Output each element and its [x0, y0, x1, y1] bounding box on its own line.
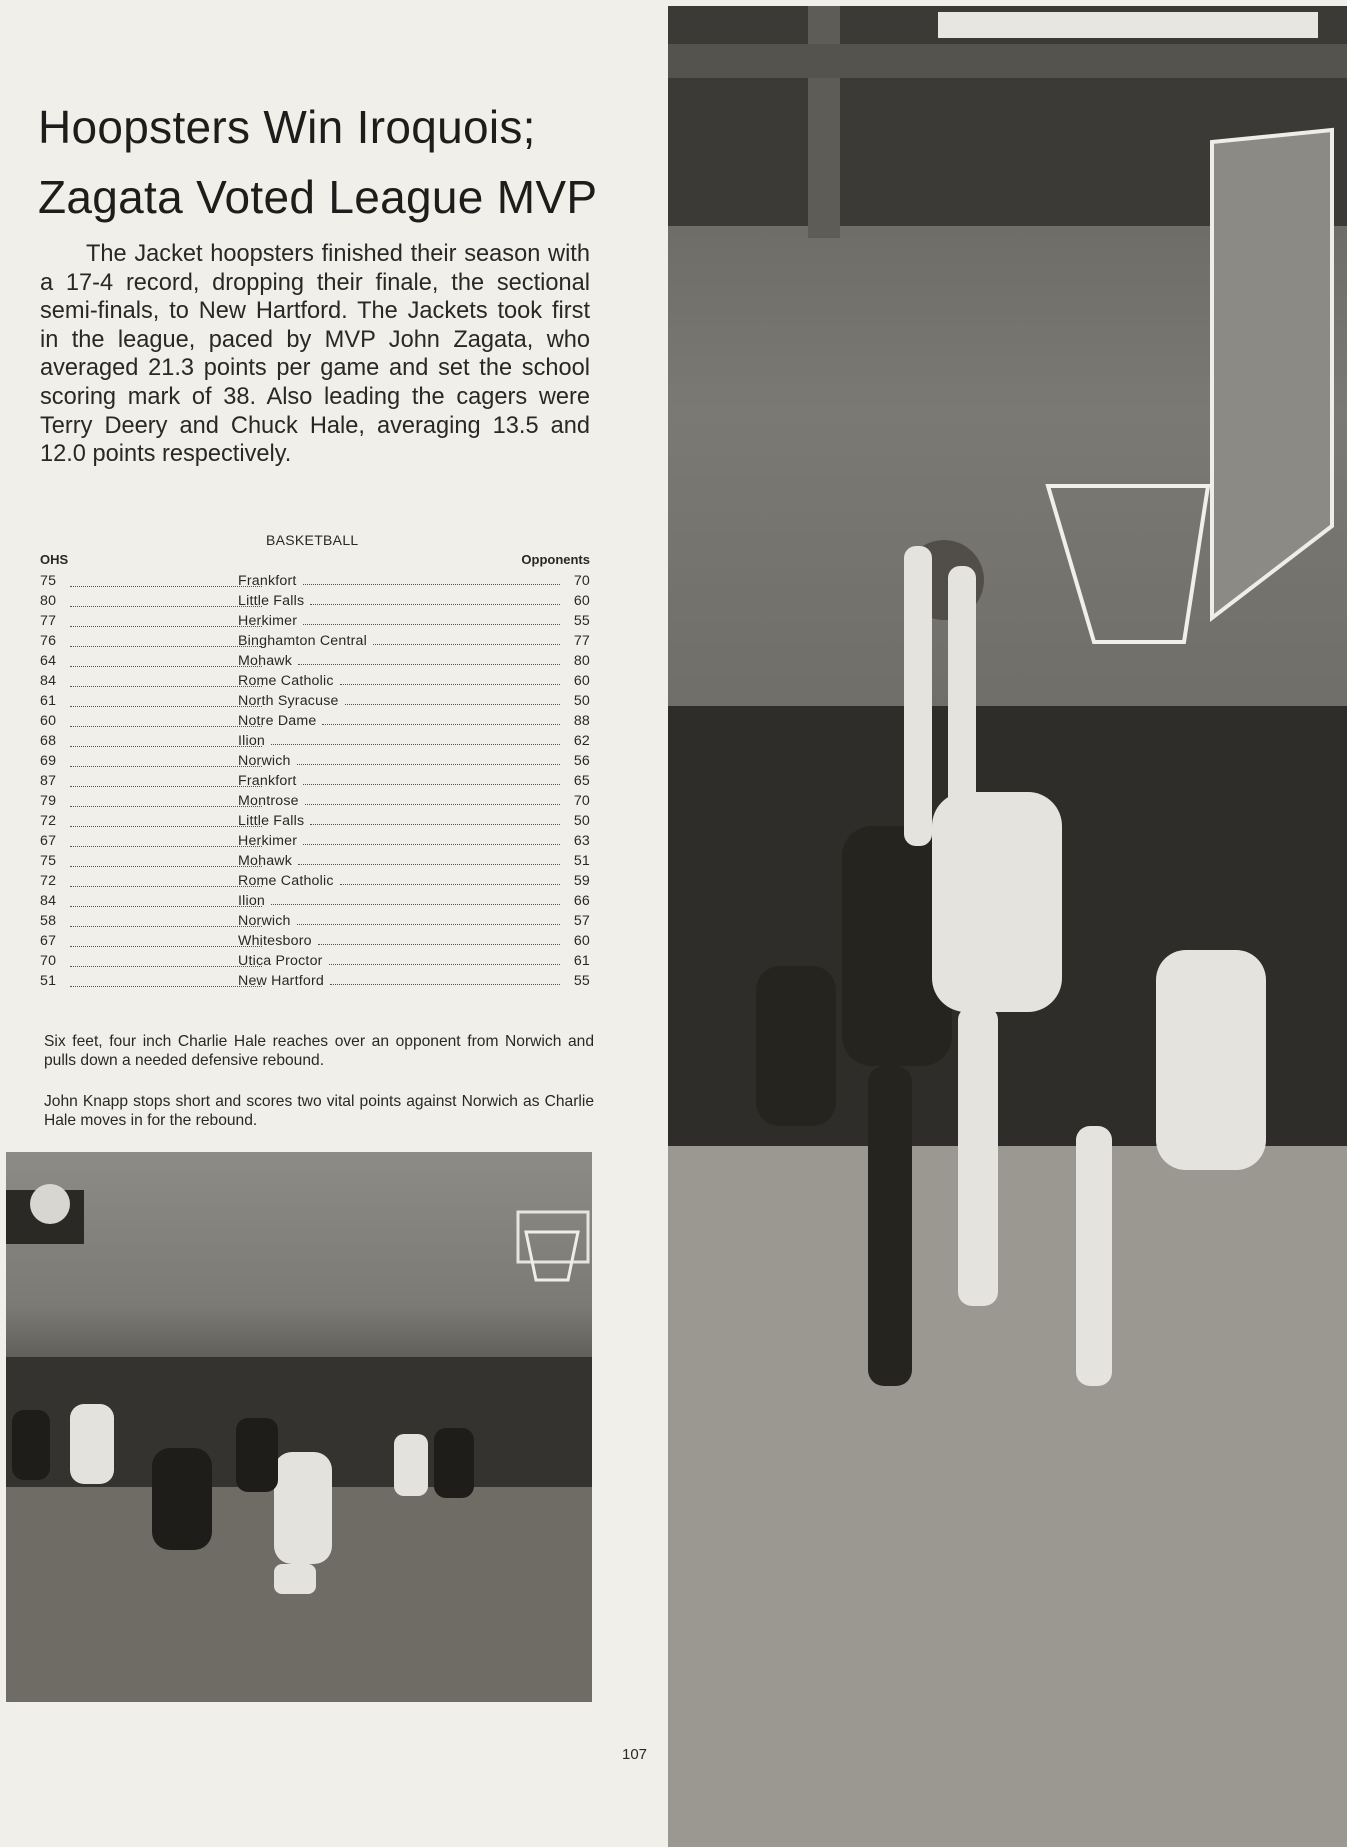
dot-leader — [70, 591, 262, 607]
score-row — [40, 611, 590, 631]
ohs-score: 58 — [40, 913, 57, 929]
court-floor — [668, 1146, 1347, 1847]
opponent-score: 57 — [573, 913, 590, 929]
opponent-cell — [238, 871, 560, 891]
opponent-cell — [238, 891, 560, 911]
ohs-score: 69 — [40, 753, 57, 769]
dot-leader — [298, 851, 560, 865]
dot-leader — [330, 971, 560, 985]
opponent-cell — [238, 571, 560, 591]
dot-leader — [70, 751, 262, 767]
dot-leader — [318, 931, 560, 945]
dot-leader — [345, 691, 560, 705]
caption-knapp: John Knapp stops short and scores two vital points against Norwich as Charlie Hale moves in for the rebound. — [44, 1093, 594, 1129]
opponent-cell — [238, 971, 560, 991]
opponent-score: 60 — [573, 593, 590, 609]
game-photo-small-illustration — [6, 1152, 592, 1702]
opponent-score: 77 — [573, 633, 590, 649]
opponent-name: Ilion — [238, 893, 266, 909]
opponent-name: Mohawk — [238, 853, 293, 869]
ohs-score: 60 — [40, 713, 57, 729]
dot-leader — [373, 631, 560, 645]
dot-leader — [271, 731, 560, 745]
score-row — [40, 731, 590, 751]
dot-leader — [70, 631, 262, 647]
scoreboard-list — [40, 571, 590, 991]
score-row — [40, 691, 590, 711]
dot-leader — [70, 691, 262, 707]
opponent-name: Frankfort — [238, 773, 297, 789]
article-body: The Jacket hoopsters finished their season with a 17-4 record, dropping their finale, the sectional semi-finals, to New Hartford. The Jackets took first in the league, paced by MVP John Zagata, who averaged 21.3 points per game and set the school scoring mark of 38. Also leading the cagers were Terry Deery and Chuck Hale, averaging 13.5 and 12.0 points respectively. — [40, 241, 590, 468]
opponent-score: 55 — [573, 613, 590, 629]
opponent-cell — [238, 691, 560, 711]
dot-leader — [70, 651, 262, 667]
headline — [38, 92, 658, 232]
dot-leader — [303, 571, 560, 585]
light-glare — [30, 1184, 70, 1224]
opponent-cell — [238, 731, 560, 751]
ohs-score: 77 — [40, 613, 57, 629]
opponent-cell — [238, 751, 560, 771]
score-row — [40, 931, 590, 951]
ceiling-girder — [668, 44, 1347, 78]
score-row — [40, 791, 590, 811]
score-row — [40, 851, 590, 871]
ceiling-beam — [808, 6, 840, 238]
score-row — [40, 811, 590, 831]
score-row — [40, 771, 590, 791]
opponent-score: 65 — [573, 773, 590, 789]
opponent-name: Mohawk — [238, 653, 293, 669]
ohs-score: 67 — [40, 833, 57, 849]
score-row — [40, 871, 590, 891]
dot-leader — [70, 791, 262, 807]
score-row — [40, 711, 590, 731]
ohs-score: 75 — [40, 853, 57, 869]
ohs-score: 84 — [40, 673, 57, 689]
opponent-score: 51 — [573, 853, 590, 869]
ohs-score: 79 — [40, 793, 57, 809]
opponent-name: Montrose — [238, 793, 299, 809]
opponent-cell — [238, 911, 560, 931]
score-row — [40, 911, 590, 931]
hoop-net — [1048, 486, 1208, 642]
opponent-score: 50 — [573, 693, 590, 709]
opponent-cell — [238, 951, 560, 971]
home-column-label: OHS — [40, 552, 69, 567]
opponent-score: 66 — [573, 893, 590, 909]
opponent-name: Norwich — [238, 753, 291, 769]
score-row — [40, 571, 590, 591]
dot-leader — [70, 571, 262, 587]
hoop-net-small — [526, 1232, 578, 1280]
ohs-score: 76 — [40, 633, 57, 649]
opponent-name: Herkimer — [238, 613, 298, 629]
dot-leader — [271, 891, 560, 905]
dot-leader — [70, 711, 262, 727]
backboard — [1212, 130, 1332, 618]
dot-leader — [70, 611, 262, 627]
opponent-score: 61 — [573, 953, 590, 969]
opponent-cell — [238, 831, 560, 851]
opponent-cell — [238, 591, 560, 611]
game-photo-large-illustration — [668, 6, 1347, 1847]
dot-leader — [70, 771, 262, 787]
ohs-score: 72 — [40, 873, 57, 889]
game-photo-large — [668, 6, 1347, 1847]
score-row — [40, 951, 590, 971]
ohs-score: 84 — [40, 893, 57, 909]
opponent-score: 59 — [573, 873, 590, 889]
text-column — [0, 0, 668, 1847]
dot-leader — [340, 871, 560, 885]
opponent-score: 80 — [573, 653, 590, 669]
dot-leader — [298, 651, 560, 665]
opponent-score: 60 — [573, 673, 590, 689]
ohs-score: 87 — [40, 773, 57, 789]
dot-leader — [310, 591, 560, 605]
dot-leader — [310, 811, 560, 825]
opponent-name: Ilion — [238, 733, 266, 749]
dot-leader — [70, 891, 262, 907]
caption-rebound: Six feet, four inch Charlie Hale reaches over an opponent from Norwich and pulls down a needed defensive rebound. — [44, 1033, 594, 1069]
opponent-name: Utica Proctor — [238, 953, 323, 969]
score-row — [40, 631, 590, 651]
opponent-score: 50 — [573, 813, 590, 829]
dot-leader — [303, 771, 560, 785]
ohs-score: 80 — [40, 593, 57, 609]
dot-leader — [70, 971, 262, 987]
score-row — [40, 831, 590, 851]
opponent-name: Binghamton Central — [238, 633, 367, 649]
dot-leader — [70, 671, 262, 687]
opponent-score: 55 — [573, 973, 590, 989]
dot-leader — [70, 731, 262, 747]
opponent-name: Little Falls — [238, 593, 305, 609]
dot-leader — [297, 911, 560, 925]
opponent-cell — [238, 931, 560, 951]
dot-leader — [303, 831, 560, 845]
headline-line-1: Hoopsters Win Iroquois; — [38, 101, 536, 153]
dot-leader — [70, 851, 262, 867]
dot-leader — [70, 811, 262, 827]
scoreboard-header — [40, 552, 590, 570]
score-row — [40, 891, 590, 911]
opponent-name: New Hartford — [238, 973, 324, 989]
dot-leader — [340, 671, 560, 685]
opponent-cell — [238, 651, 560, 671]
ohs-score: 75 — [40, 573, 57, 589]
opponent-score: 60 — [573, 933, 590, 949]
scoreboard-title: BASKETBALL — [266, 532, 359, 548]
opponent-cell — [238, 811, 560, 831]
dot-leader — [70, 931, 262, 947]
score-row — [40, 971, 590, 991]
opponent-cell — [238, 791, 560, 811]
game-photo-small — [6, 1152, 592, 1702]
opponent-cell — [238, 771, 560, 791]
opponent-name: Herkimer — [238, 833, 298, 849]
away-column-label: Opponents — [521, 552, 590, 567]
score-row — [40, 751, 590, 771]
dot-leader — [305, 791, 560, 805]
opponent-score: 56 — [573, 753, 590, 769]
headline-line-2: Zagata Voted League MVP — [38, 171, 598, 223]
ceiling-light — [938, 12, 1318, 38]
opponent-name: Norwich — [238, 913, 291, 929]
opponent-cell — [238, 631, 560, 651]
opponent-name: Whitesboro — [238, 933, 312, 949]
opponent-cell — [238, 671, 560, 691]
ohs-score: 64 — [40, 653, 57, 669]
opponent-score: 62 — [573, 733, 590, 749]
dot-leader — [297, 751, 560, 765]
opponent-score: 70 — [573, 573, 590, 589]
dot-leader — [70, 951, 262, 967]
dot-leader — [322, 711, 560, 725]
opponent-score: 70 — [573, 793, 590, 809]
page-number: 107 — [622, 1746, 648, 1763]
opponent-cell — [238, 611, 560, 631]
opponent-name: Little Falls — [238, 813, 305, 829]
dot-leader — [70, 911, 262, 927]
opponent-cell — [238, 711, 560, 731]
ohs-score: 70 — [40, 953, 57, 969]
dot-leader — [329, 951, 560, 965]
opponent-score: 63 — [573, 833, 590, 849]
opponent-name: North Syracuse — [238, 693, 339, 709]
ohs-score: 51 — [40, 973, 57, 989]
ohs-score: 67 — [40, 933, 57, 949]
opponent-score: 88 — [573, 713, 590, 729]
opponent-name: Notre Dame — [238, 713, 317, 729]
opponent-name: Frankfort — [238, 573, 297, 589]
ohs-score: 72 — [40, 813, 57, 829]
opponent-name: Rome Catholic — [238, 873, 334, 889]
score-row — [40, 591, 590, 611]
dot-leader — [70, 831, 262, 847]
dot-leader — [70, 871, 262, 887]
ohs-score: 61 — [40, 693, 57, 709]
score-row — [40, 651, 590, 671]
dot-leader — [303, 611, 560, 625]
opponent-name: Rome Catholic — [238, 673, 334, 689]
score-row — [40, 671, 590, 691]
opponent-cell — [238, 851, 560, 871]
ohs-score: 68 — [40, 733, 57, 749]
